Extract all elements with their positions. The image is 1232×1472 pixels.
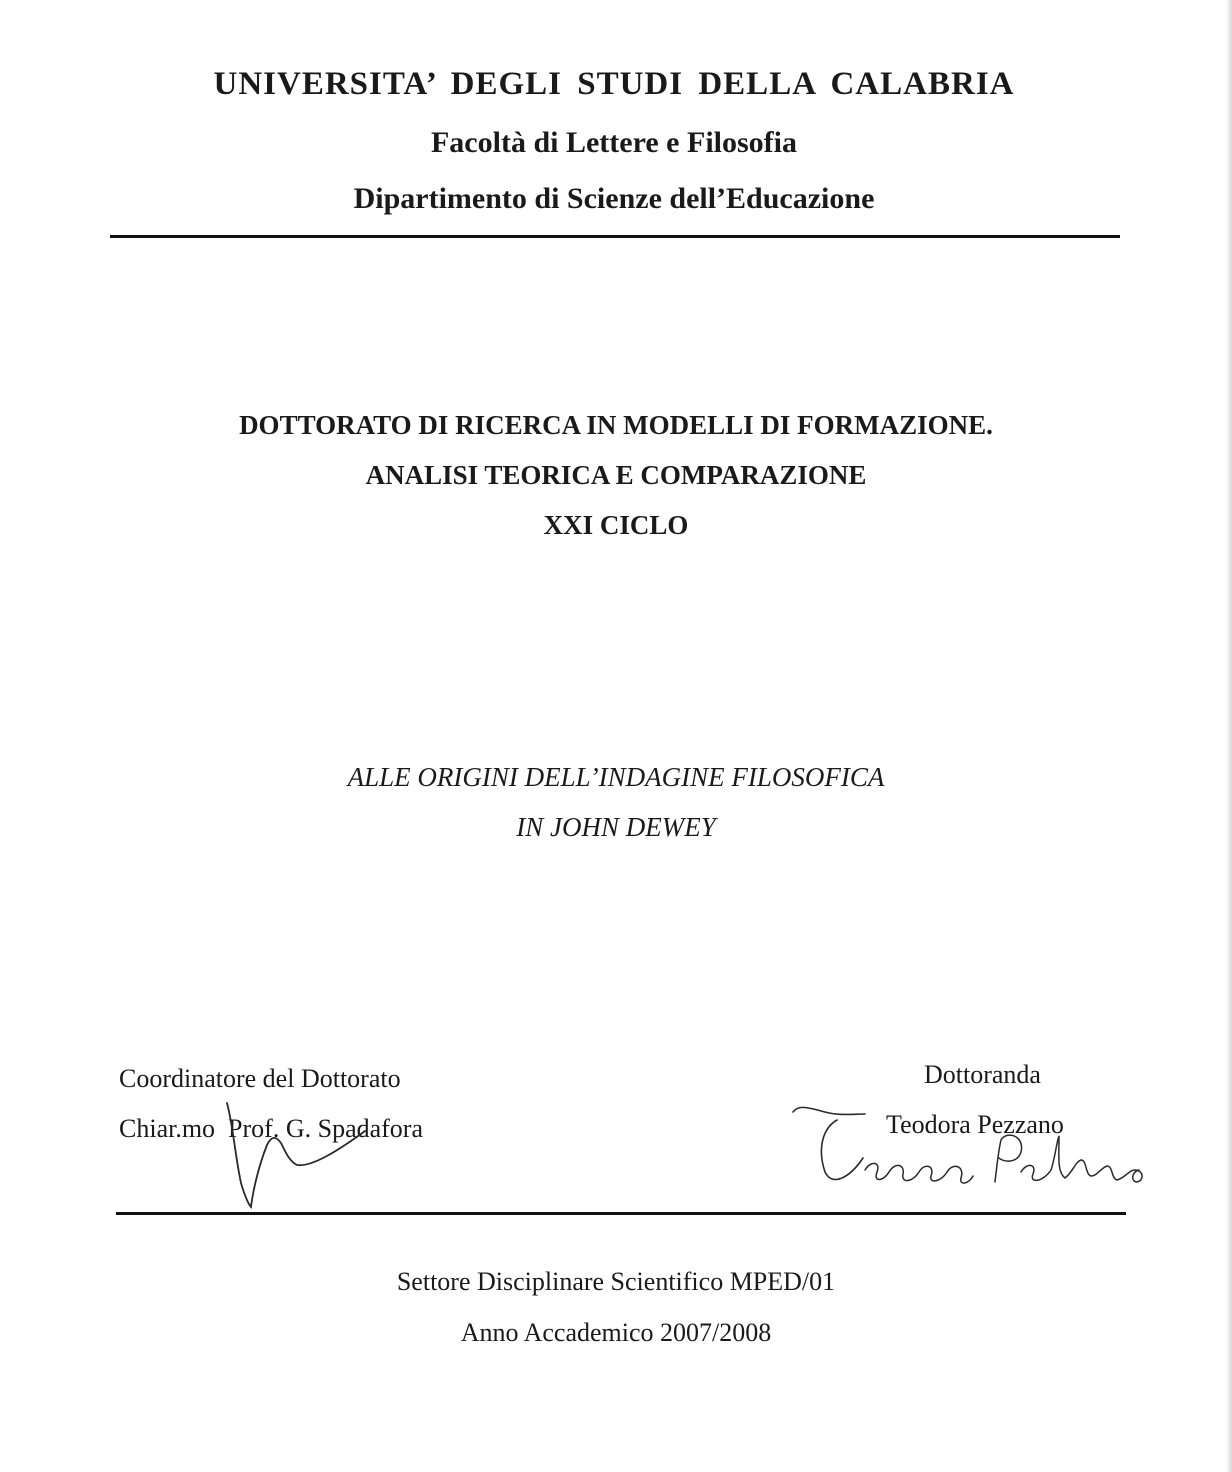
department-name: Dipartimento di Scienze dell’Educazione (353, 182, 875, 215)
faculty-name: Facoltà di Lettere e Filosofia (430, 126, 797, 159)
doctorate-program-line2: ANALISI TEORICA E COMPARAZIONE (365, 460, 867, 490)
thesis-title-line1: ALLE ORIGINI DELL’INDAGINE FILOSOFICA (347, 762, 885, 792)
candidate-name: Teodora Pezzano (886, 1110, 1064, 1139)
scan-edge-shadow (1226, 0, 1232, 1472)
academic-year: Anno Accademico 2007/2008 (460, 1318, 772, 1347)
doctorate-cycle: XXI CICLO (543, 510, 689, 540)
scientific-sector: Settore Disciplinare Scientifico MPED/01 (396, 1267, 836, 1296)
coordinator-signature (215, 1095, 375, 1215)
coordinator-name: Chiar.mo Prof. G. Spadafora (119, 1114, 424, 1143)
candidate-signature (785, 1100, 1185, 1210)
coordinator-role: Coordinatore del Dottorato (119, 1064, 401, 1093)
doctorate-program-line1: DOTTORATO DI RICERCA IN MODELLI DI FORMAZIONE. (239, 410, 993, 440)
header-divider (110, 235, 1120, 238)
university-name: UNIVERSITA’ DEGLI STUDI DELLA CALABRIA (213, 66, 1015, 102)
signature-divider (116, 1212, 1126, 1215)
candidate-role: Dottoranda (924, 1060, 1041, 1089)
thesis-title-line2: IN JOHN DEWEY (516, 812, 716, 842)
